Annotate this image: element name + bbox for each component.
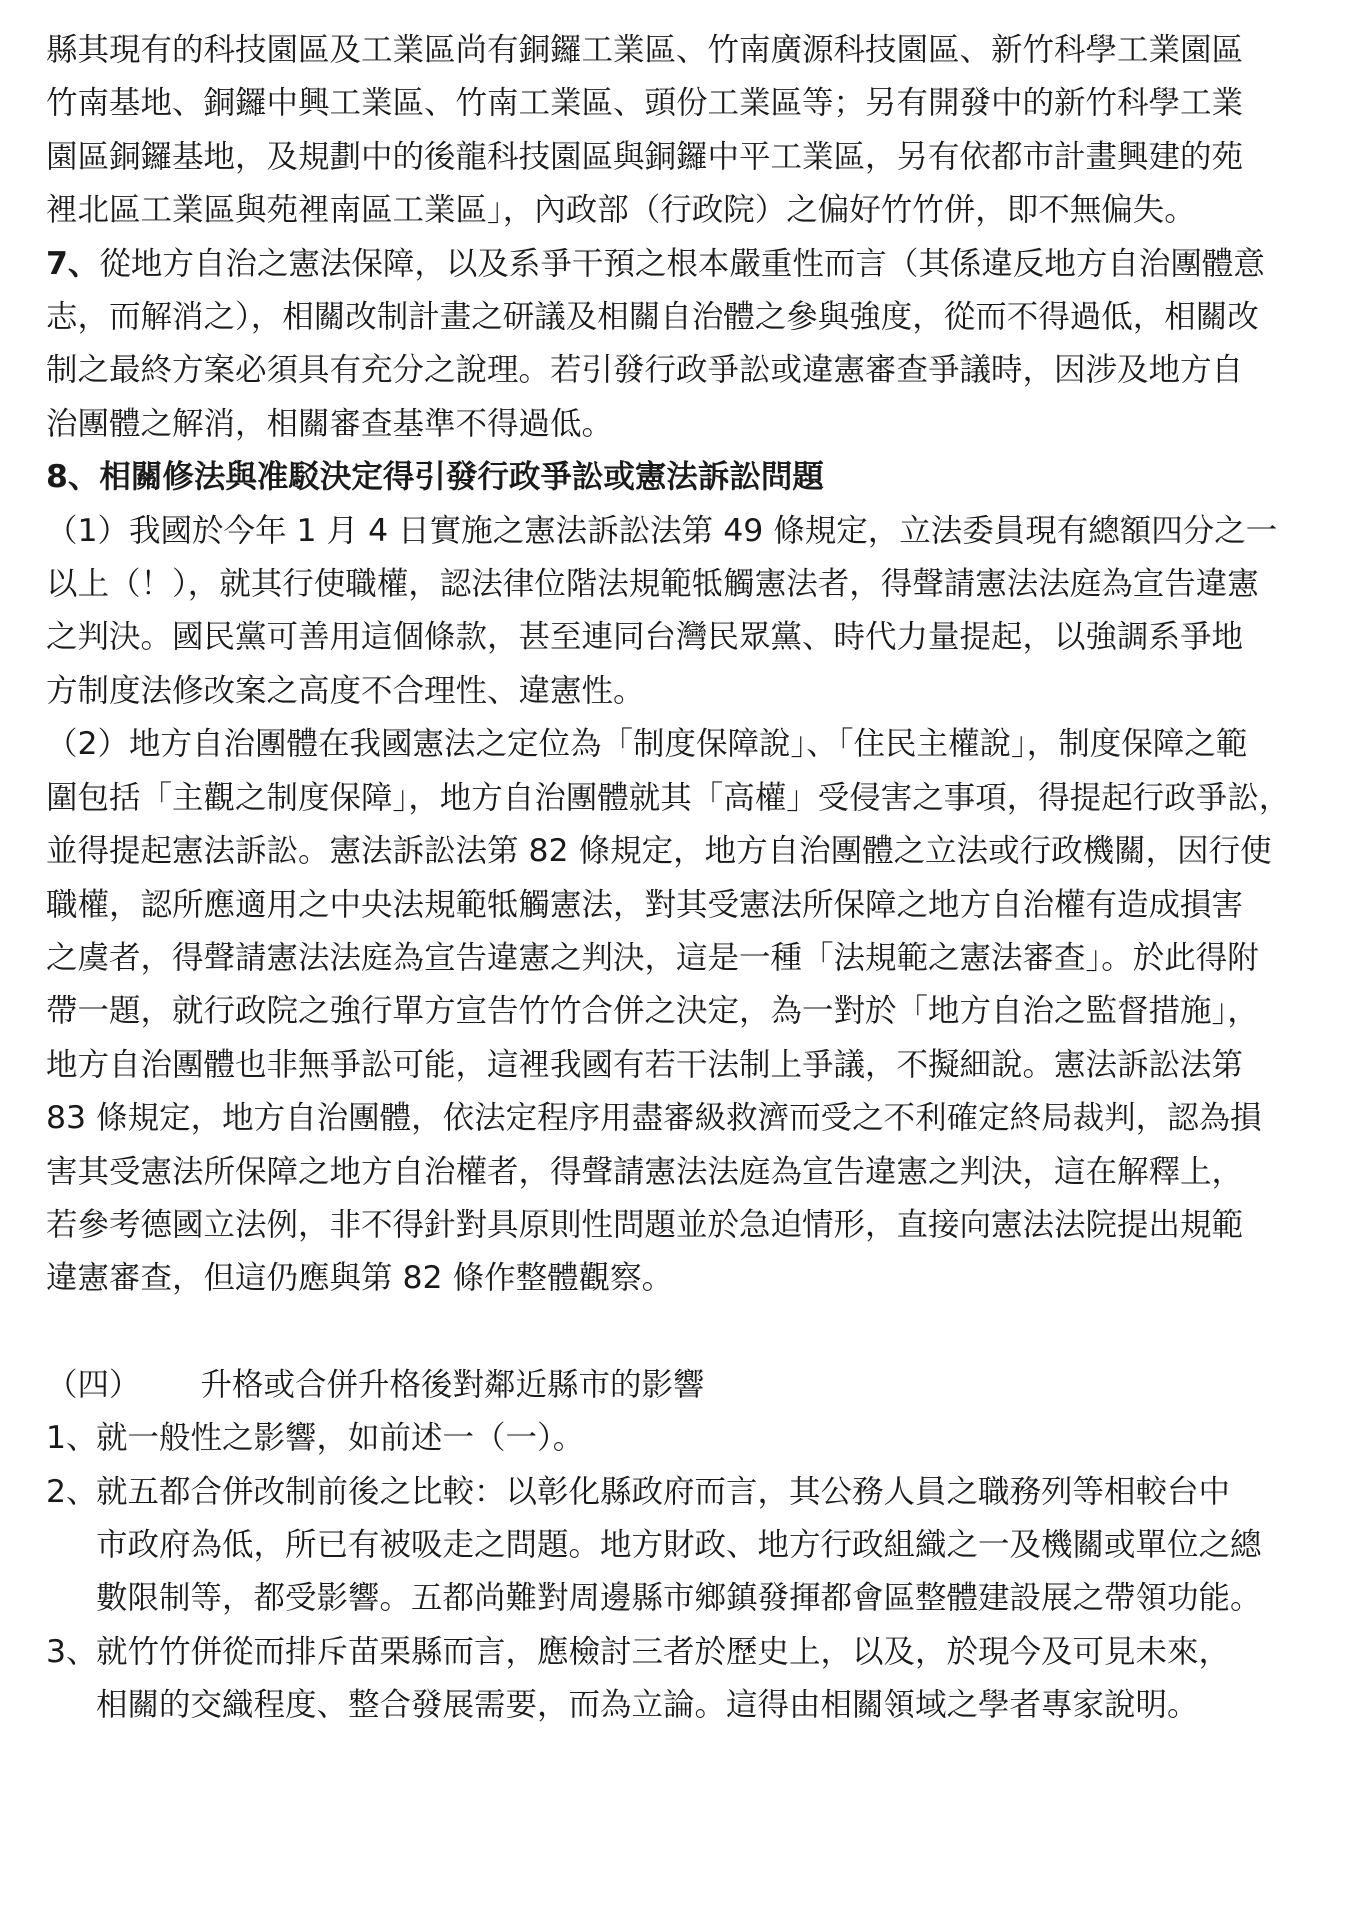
sub2-line-11: 違憲審查，但這仍應與第 82 條作整體觀察。	[46, 1260, 674, 1297]
item-3-number: 3、	[46, 1633, 98, 1670]
section-4-item-3	[46, 1626, 1328, 1733]
intro-line-1: 縣其現有的科技園區及工業區尚有銅鑼工業區、竹南廣源科技園區、新竹科學工業園區	[46, 32, 1244, 68]
section-4-title: 升格或合併升格後對鄰近縣市的影響	[200, 1366, 705, 1403]
item-2-line-1: 就五都合併改制前後之比較：以彰化縣政府而言，其公務人員之職務列等相較台中	[96, 1473, 1231, 1510]
document-page	[46, 24, 1328, 1733]
sub2-line-3: 並得提起憲法訴訟。憲法訴訟法第 82 條規定，地方自治團體之立法或行政機關，因行使	[46, 833, 1272, 870]
item-1-line-1: 就一般性之影響，如前述一（一）。	[96, 1420, 585, 1457]
section-4-item-1	[46, 1412, 1328, 1465]
point-7-line-2: 志，而解消之），相關改制計畫之研議及相關自治體之參與強度，從而不得過低，相關改	[46, 299, 1259, 336]
intro-line-4: 裡北區工業區與苑裡南區工業區」，內政部（行政院）之偏好竹竹併，即不無偏失。	[46, 192, 1196, 229]
sub1-line-4: 方制度法修改案之高度不合理性、違憲性。	[46, 672, 645, 709]
sub2-line-8: 83 條規定，地方自治團體，依法定程序用盡審級救濟而受之不利確定終局裁判，認為損	[46, 1100, 1262, 1137]
section-4-number: （四）	[46, 1366, 141, 1403]
item-2-line-3: 數限制等，都受影響。五都尚難對周邊縣市鄉鎮發揮都會區整體建設展之帶領功能。	[96, 1580, 1262, 1617]
sub2-line-10: 若參考德國立法例，非不得針對具原則性問題並於急迫情形，直接向憲法法院提出規範	[46, 1206, 1244, 1243]
blank-line	[46, 1306, 1328, 1359]
intro-paragraph	[46, 24, 1328, 238]
point-7-paragraph	[46, 238, 1328, 452]
section-4-item-2	[46, 1466, 1328, 1626]
item-3-line-1: 就竹竹併從而排斥苗栗縣而言，應檢討三者於歷史上，以及，於現今及可見未來，	[96, 1633, 1231, 1670]
intro-line-2: 竹南基地、銅鑼中興工業區、竹南工業區、頭份工業區等；另有開發中的新竹科學工業	[46, 85, 1244, 122]
point-8-sub2-paragraph	[46, 718, 1328, 1305]
sub1-line-1: （1）我國於今年 1 月 4 日實施之憲法訴訟法第 49 條規定，立法委員現有總額四分之一	[46, 512, 1278, 549]
item-2-number: 2、	[46, 1473, 98, 1510]
sub1-line-2: 以上（！），就其行使職權，認法律位階法規範牴觸憲法者，得聲請憲法法庭為宣告違憲	[46, 566, 1259, 603]
point-8-heading: 8、相關修法與准駁決定得引發行政爭訟或憲法訴訟問題	[46, 459, 824, 496]
point-7-line-1: 從地方自治之憲法保障，以及系爭干預之根本嚴重性而言（其係違反地方自治團體意	[99, 245, 1265, 282]
item-2-line-2: 市政府為低，所已有被吸走之問題。地方財政、地方行政組織之一及機關或單位之總	[96, 1526, 1262, 1563]
sub2-line-7: 地方自治團體也非無爭訟可能，這裡我國有若干法制上爭議，不擬細說。憲法訴訟法第	[46, 1046, 1244, 1083]
point-7-number: 7、	[46, 245, 100, 282]
sub2-line-4: 職權，認所應適用之中央法規範牴觸憲法，對其受憲法所保障之地方自治權有造成損害	[46, 886, 1244, 923]
sub2-line-9: 害其受憲法所保障之地方自治權者，得聲請憲法法庭為宣告違憲之判決，這在解釋上，	[46, 1153, 1244, 1190]
sub2-line-2: 圍包括「主觀之制度保障」，地方自治團體就其「高權」受侵害之事項，得提起行政爭訟，	[46, 779, 1291, 816]
sub1-line-3: 之判決。國民黨可善用這個條款，甚至連同台灣民眾黨、時代力量提起，以強調系爭地	[46, 619, 1244, 656]
sub2-line-6: 帶一題，就行政院之強行單方宣告竹竹合併之決定，為一對於「地方自治之監督措施」，	[46, 993, 1259, 1030]
item-3-line-2: 相關的交織程度、整合發展需要，而為立論。這得由相關領域之學者專家說明。	[96, 1687, 1199, 1724]
intro-line-3: 園區銅鑼基地，及規劃中的後龍科技園區與銅鑼中平工業區，另有依都市計畫興建的苑	[46, 138, 1244, 175]
point-7-line-4: 治團體之解消，相關審查基準不得過低。	[46, 405, 614, 442]
sub2-line-5: 之虞者，得聲請憲法法庭為宣告違憲之判決，這是一種「法規範之憲法審查」。於此得附	[46, 939, 1259, 976]
item-1-number: 1、	[46, 1420, 98, 1457]
section-4-heading	[46, 1359, 1328, 1412]
point-7-line-3: 制之最終方案必須具有充分之說理。若引發行政爭訟或違憲審查爭議時，因涉及地方自	[46, 352, 1244, 389]
point-8-sub1-paragraph	[46, 505, 1328, 719]
sub2-line-1: （2）地方自治團體在我國憲法之定位為「制度保障說」、「住民主權說」，制度保障之範	[46, 726, 1248, 763]
